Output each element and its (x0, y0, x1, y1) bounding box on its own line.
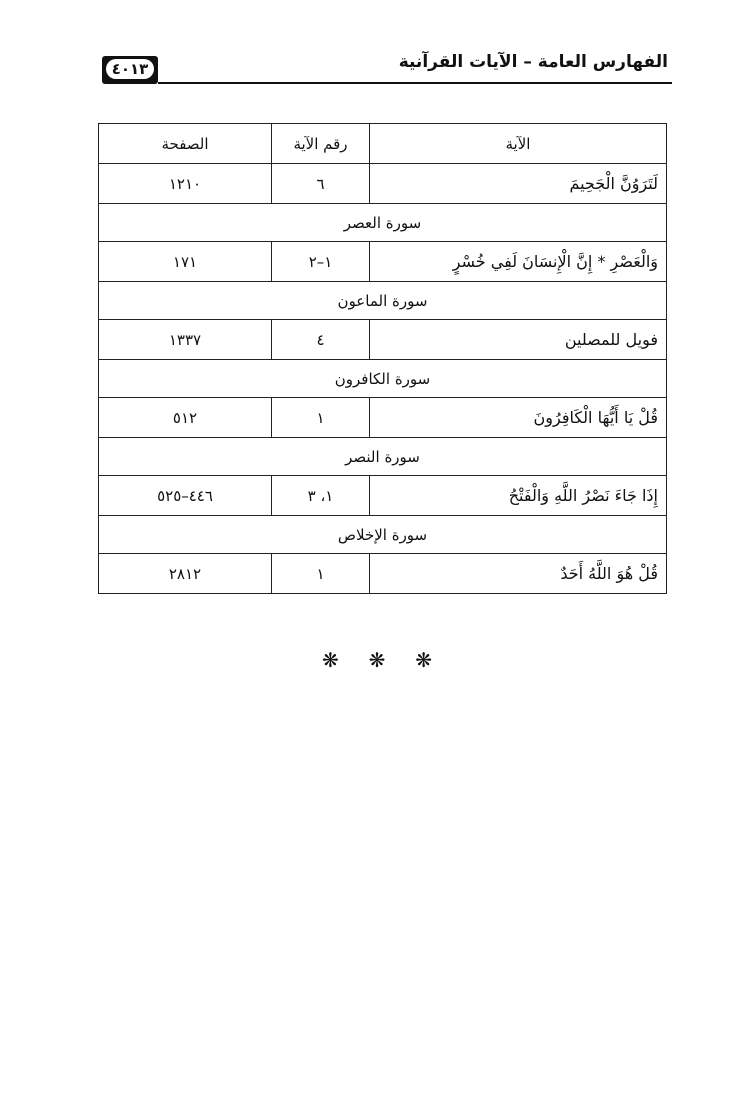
table-row (99, 164, 667, 204)
running-title: الفهارس العامة – الآيات القرآنية (398, 52, 668, 72)
table-row (99, 476, 667, 516)
verse-text: لَتَرَوُنَّ الْجَحِيمَ (370, 164, 667, 204)
surah-heading-row (99, 360, 667, 398)
section-end-divider (322, 648, 432, 672)
surah-heading-row (99, 282, 667, 320)
surah-heading: سورة الإخلاص (99, 516, 667, 554)
verse-number: ٦ (272, 164, 370, 204)
verse-number: ١، ٣ (272, 476, 370, 516)
verse-index-table (98, 123, 667, 594)
column-header-verse-number: رقم الآية (272, 124, 370, 164)
column-header-page: الصفحة (99, 124, 272, 164)
surah-heading: سورة العصر (99, 204, 667, 242)
surah-heading: سورة الماعون (99, 282, 667, 320)
table-row (99, 320, 667, 360)
surah-heading-row (99, 204, 667, 242)
verse-text: إِذَا جَاءَ نَصْرُ اللَّهِ وَالْفَتْحُ (370, 476, 667, 516)
table-row (99, 242, 667, 282)
table-row (99, 398, 667, 438)
asterism-icon: ❋ (322, 648, 339, 672)
surah-heading-row (99, 516, 667, 554)
verse-text: قُلْ هُوَ اللَّهُ أَحَدٌ (370, 554, 667, 594)
header-rule (158, 82, 672, 84)
verse-text: وَالْعَصْرِ * إِنَّ الْإِنسَانَ لَفِي خُسْرٍ (370, 242, 667, 282)
verse-number: ١–٢ (272, 242, 370, 282)
table-row (99, 554, 667, 594)
page-ref: ١٣٣٧ (99, 320, 272, 360)
verse-number: ٤ (272, 320, 370, 360)
page-ref: ٥١٢ (99, 398, 272, 438)
surah-heading: سورة الكافرون (99, 360, 667, 398)
surah-heading-row (99, 438, 667, 476)
surah-heading: سورة النصر (99, 438, 667, 476)
page-ref: ١٢١٠ (99, 164, 272, 204)
page-header (96, 48, 672, 88)
page-ref: ١٧١ (99, 242, 272, 282)
page-ref: ٢٨١٢ (99, 554, 272, 594)
verse-text: قُلْ يَا أَيُّهَا الْكَافِرُونَ (370, 398, 667, 438)
verse-text: فويل للمصلين (370, 320, 667, 360)
verse-number: ١ (272, 398, 370, 438)
page-number: ٤٠١٣ (106, 59, 154, 79)
column-header-verse: الآية (370, 124, 667, 164)
asterism-icon: ❋ (368, 648, 386, 672)
verse-number: ١ (272, 554, 370, 594)
page-number-badge (102, 56, 158, 84)
page-ref: ٤٤٦–٥٢٥ (99, 476, 272, 516)
table-header-row (99, 124, 667, 164)
asterism-icon: ❋ (415, 648, 432, 672)
